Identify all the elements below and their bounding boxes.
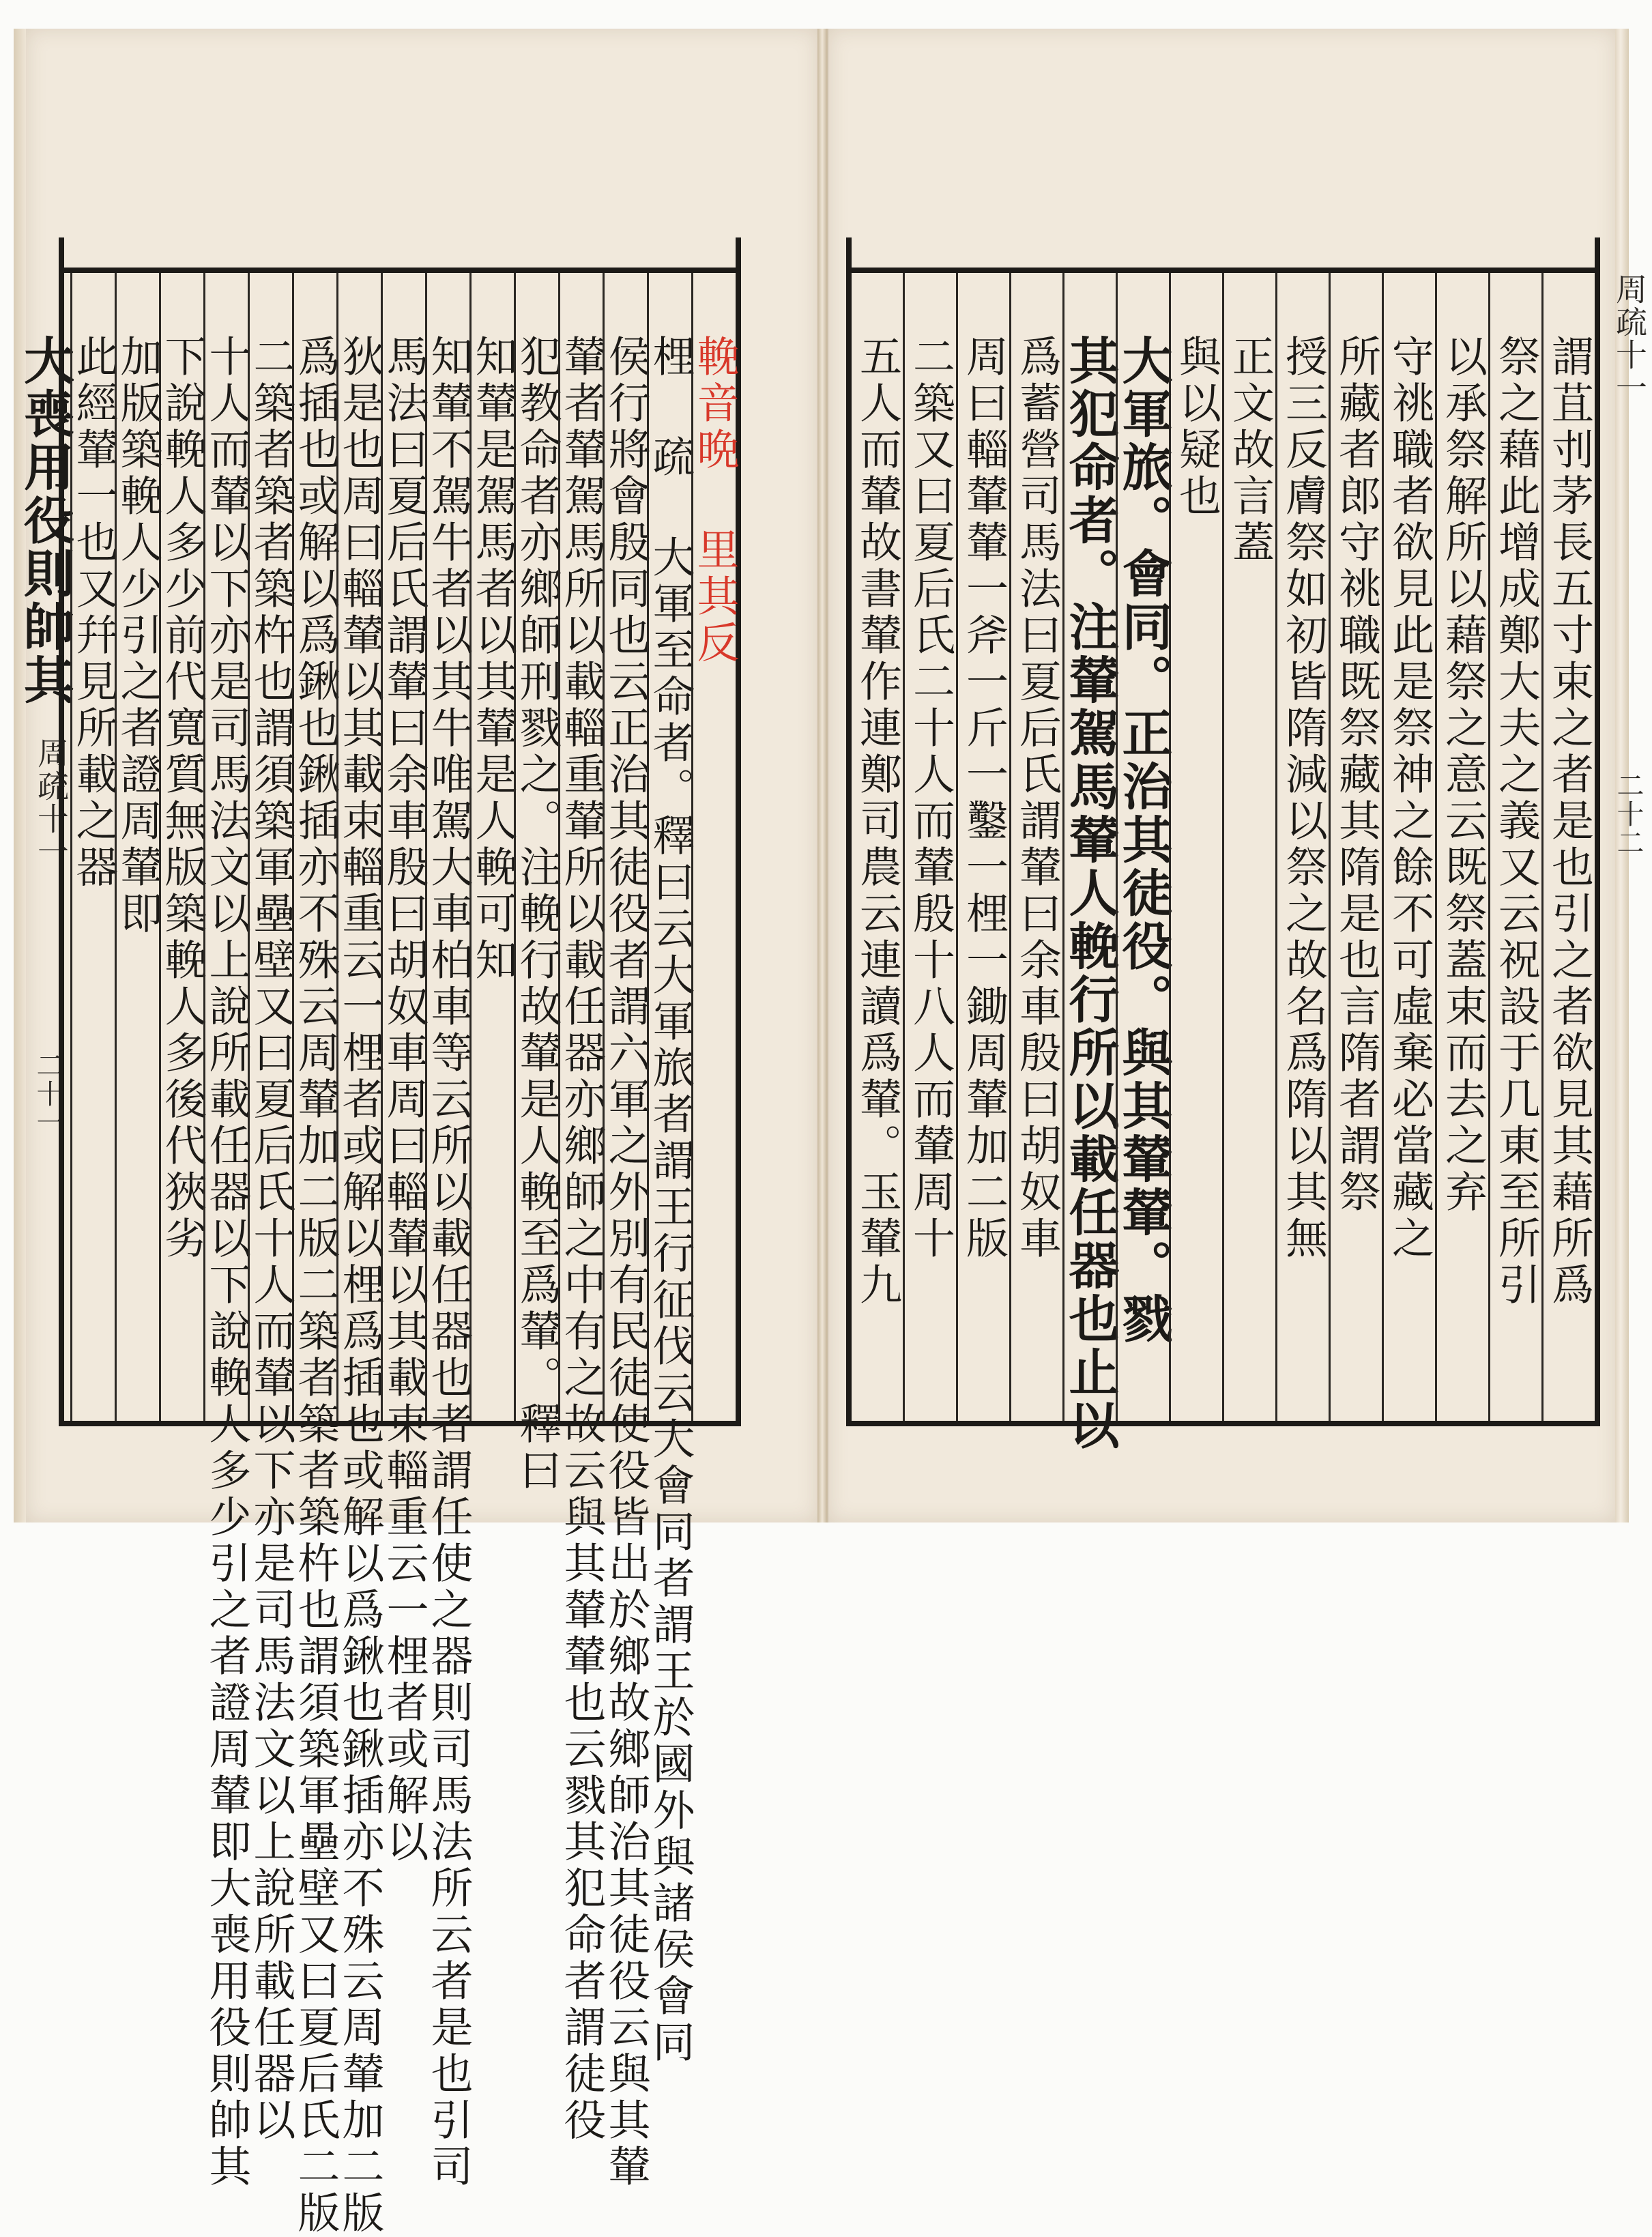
text-column xyxy=(690,273,740,1421)
column-text: 侯行將會殷同也云正治其徒役者謂六軍之外別有民徒使役皆出於鄉故鄉師治其徒役云與其輦 xyxy=(601,334,651,2191)
column-text: 知輦不駕牛者以其牛唯駕大車柏車等云所以載任器也者謂任使之器則司馬法所云者是也引司 xyxy=(424,334,474,2191)
column-text: 加版築輓人少引之者證周輦即 xyxy=(113,334,163,938)
column-text: 十人而輦以下亦是司馬法文以上說所載任器以下說輓人多少引之者證周輦即大喪用役則帥其 xyxy=(202,334,252,2191)
text-column xyxy=(1169,273,1222,1421)
text-column xyxy=(512,273,562,1495)
left-margin-label: 周疏十一 xyxy=(33,737,70,868)
text-column xyxy=(1329,273,1382,1421)
column-text: 祭之藉此增成鄭大夫之義又云祝設于几東至所引 xyxy=(1491,334,1541,1309)
column-text: 謂苴刌茅長五寸束之者是也引之者欲見其藉所爲 xyxy=(1544,334,1595,1309)
column-text: 梩 疏 大軍至命者。釋曰云大軍旅者謂王行征伐云大會同者謂王於國外與諸侯會同 xyxy=(646,334,695,2066)
text-column xyxy=(291,273,340,2237)
right-frame-header xyxy=(846,237,1600,268)
right-margin-label: 周疏十一 xyxy=(1611,273,1648,404)
column-text: 大軍旅。會同。正治其徒役。與其輦輦。戮 xyxy=(1114,334,1173,1346)
column-text: 下說輓人多少前代寬質無版築輓人多後代狹劣 xyxy=(158,334,207,1262)
text-column xyxy=(16,273,74,1421)
right-folio-number: 二十二 xyxy=(1612,771,1644,857)
column-text: 周曰輜輦輦一斧一斤一鑿一梩一鋤周輦加二版 xyxy=(959,334,1009,1262)
column-text: 授三反膚祭如初皆隋減以祭之故名爲隋以其無 xyxy=(1278,334,1329,1262)
right-text-frame xyxy=(846,268,1600,1452)
text-column xyxy=(69,273,119,1421)
column-text: 以承祭解所以藉祭之意云既祭蓋束而去之弃 xyxy=(1438,334,1488,1216)
column-text: 守祧職者欲見此是祭神之餘不可虛棄必當藏之 xyxy=(1385,334,1435,1262)
column-text: 大喪用役則帥其 xyxy=(16,334,74,707)
column-text: 輦者輦駕馬所以載輜重輦所以載任器亦鄉師之中有之故云與其輦輦也云戮其犯命者謂徒役 xyxy=(557,334,607,2144)
column-text: 知輦是駕馬者以其輦是人輓可知 xyxy=(468,334,518,984)
text-column xyxy=(1222,273,1275,1421)
text-column xyxy=(1382,273,1435,1421)
book-gutter xyxy=(817,29,827,1522)
text-column xyxy=(335,273,385,2237)
column-text: 狄是也周曰輜輦以其載束輜重云一梩者或解以梩爲插也或解以爲鍬也鍬插亦不殊云周輦加二版 xyxy=(335,334,385,2237)
left-frame-header xyxy=(59,237,741,268)
text-column xyxy=(1488,273,1541,1421)
column-text: 輓音晩 里其反 xyxy=(690,334,740,667)
left-folio-number: 二十一 xyxy=(32,1051,63,1137)
text-column xyxy=(113,273,163,1421)
text-column xyxy=(1009,273,1062,1421)
text-column xyxy=(852,273,903,1421)
text-column xyxy=(379,273,429,1866)
text-column xyxy=(557,273,607,2144)
column-text: 正文故言蓋 xyxy=(1225,334,1275,566)
text-column xyxy=(956,273,1009,1421)
text-column xyxy=(468,273,518,1421)
column-text: 其犯命者。注輦駕馬輦人輓行所以載任器也止以 xyxy=(1060,334,1120,1452)
text-column xyxy=(1435,273,1488,1421)
column-text: 與以疑也 xyxy=(1172,334,1222,520)
text-column xyxy=(1541,273,1595,1421)
text-column xyxy=(424,273,474,2191)
column-text: 爲插也或解以爲鍬也鍬插亦不殊云周輦加二版二築者築者築杵也謂須築軍壘壁又曰夏后氏二版 xyxy=(291,334,340,2237)
text-column xyxy=(646,273,695,2066)
column-text: 馬法曰夏后氏謂輦曰余車殷曰胡奴車周曰輜輦以其載束輜重云一梩者或解以 xyxy=(379,334,429,1866)
text-column xyxy=(158,273,207,1421)
column-text: 五人而輦故書輦作連鄭司農云連讀爲輦。玉輦九 xyxy=(852,334,903,1309)
column-text: 所藏者郎守祧職既祭藏其隋是也言隋者謂祭 xyxy=(1331,334,1382,1216)
text-column xyxy=(601,273,651,2191)
column-text: 此經輦一也又幷見所載之器 xyxy=(69,334,119,891)
column-text: 爲蓄營司馬法曰夏后氏謂輦曰余車殷曰胡奴車 xyxy=(1012,334,1062,1262)
column-text: 二築又曰夏后氏二十人而輦殷十八人而輦周十 xyxy=(905,334,956,1262)
text-column xyxy=(246,273,296,2144)
text-column xyxy=(1114,273,1173,1421)
text-column xyxy=(1275,273,1329,1421)
text-column xyxy=(903,273,956,1421)
column-text: 犯教命者亦鄉師刑戮之。注輓行故輦是人輓至爲輦。釋曰 xyxy=(512,334,562,1495)
text-column xyxy=(1060,273,1120,1452)
text-column xyxy=(202,273,252,2191)
column-text: 二築者築者築杵也謂須築軍壘壁又曰夏后氏十人而輦以下亦是司馬法文以上說所載任器以 xyxy=(246,334,296,2144)
